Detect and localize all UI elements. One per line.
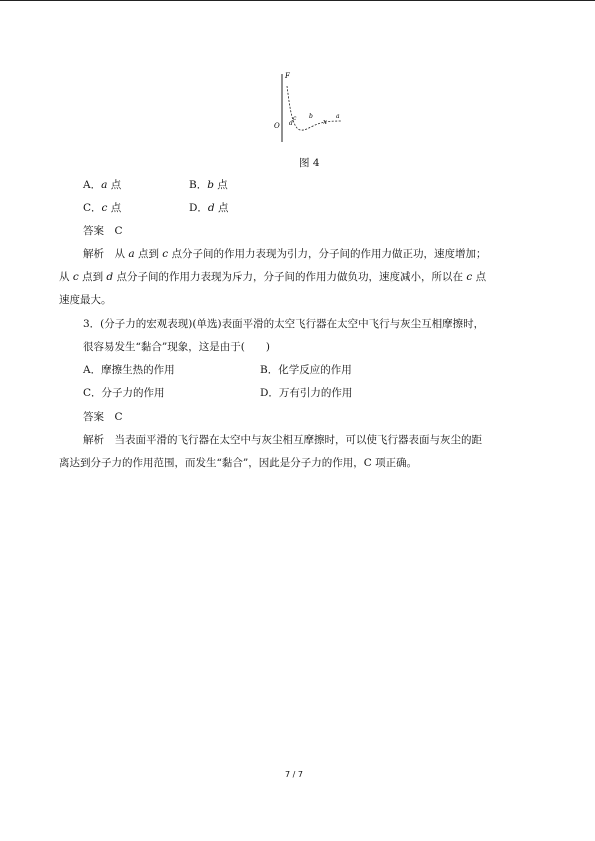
point-label-c: c (293, 115, 297, 122)
q3-stem-line-2: 很容易发生“黏合”现象，这是由于( ) (83, 341, 270, 353)
q3-analysis-line-1: 解析 当表面平滑的飞行器在太空中与灰尘相互摩擦时，可以使飞行器表面与灰尘的距 (83, 434, 482, 446)
q2-option-c: C．c 点 (83, 202, 122, 214)
force-distance-figure (265, 66, 355, 146)
origin-label: O (274, 122, 280, 130)
q2-option-d: D．d 点 (189, 202, 229, 214)
q3-option-d: D．万有引力的作用 (260, 387, 353, 399)
q3-analysis-line-2: 离达到分子力的作用范围，而发生“黏合”，因此是分子力的作用，C 项正确。 (59, 457, 418, 469)
q2-option-b: B．b 点 (189, 179, 228, 191)
top-rule (0, 0, 595, 1)
q3-stem-line-1: 3．(分子力的宏观表现)(单选)表面平滑的太空飞行器在太空中飞行与灰尘互相摩擦时， (83, 318, 485, 330)
point-label-b: b (309, 113, 313, 120)
q2-answer: 答案 C (83, 225, 123, 237)
figure-caption: 图 4 (299, 157, 320, 169)
q2-analysis-line-3: 速度最大。 (59, 294, 112, 306)
force-curve-graph (265, 66, 355, 146)
q2-analysis-line-1: 解析 从 a 点到 c 点分子间的作用力表现为引力，分子间的作用力做正功，速度增加； (83, 248, 487, 260)
q3-option-b: B．化学反应的作用 (260, 364, 352, 376)
q2-option-a: A．a 点 (83, 179, 122, 191)
point-label-d: d (289, 120, 293, 127)
y-axis-label: F (285, 72, 290, 80)
q3-option-a: A．摩擦生热的作用 (83, 364, 175, 376)
x-axis-label: x (323, 118, 327, 126)
q3-answer: 答案 C (83, 411, 123, 423)
page-number: 7 / 7 (285, 770, 303, 779)
point-label-a: a (336, 113, 340, 120)
q3-option-c: C．分子力的作用 (83, 387, 165, 399)
q2-analysis-line-2: 从 c 点到 d 点分子间的作用力表现为斥力，分子间的作用力做负功，速度减小，所以在 c 点 (59, 271, 487, 283)
force-curve (287, 86, 341, 130)
